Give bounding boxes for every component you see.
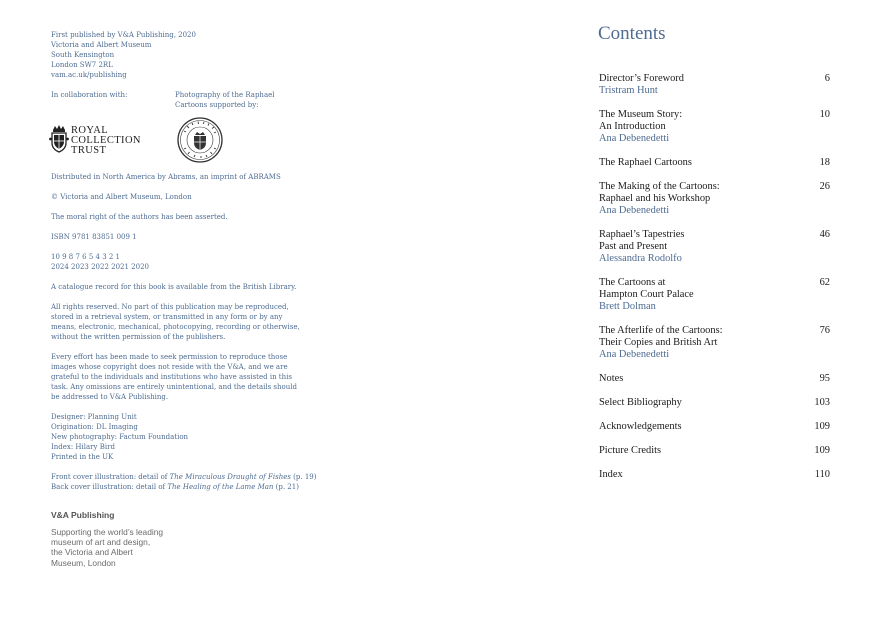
toc-entry[interactable] (599, 157, 830, 169)
credit-page: (p. 19) (290, 473, 317, 481)
toc-entry[interactable] (599, 445, 830, 457)
toc-entry-author: Tristram Hunt (599, 85, 658, 96)
toc-entry-page: 109 (814, 445, 830, 456)
toc-entry-title: Acknowledgements (599, 421, 682, 432)
toc-entry-author: Ana Debenedetti (599, 133, 670, 144)
toc-entry[interactable] (599, 325, 830, 361)
permissions-line: images whose copyright does not reside with the V&A, and we are (51, 363, 288, 371)
toc-entry-title: The Making of the Cartoons: Raphael and his Workshop (599, 181, 720, 204)
isbn: ISBN 9781 83851 009 1 (51, 233, 137, 241)
credit-line: Origination: DL Imaging (51, 423, 138, 431)
va-description-line: Supporting the world’s leading (51, 527, 164, 537)
rights-line: means, electronic, mechanical, photocopying, recording or otherwise, (51, 323, 300, 331)
toc-entry[interactable] (599, 181, 830, 217)
collab-label: In collaboration with: (51, 91, 128, 99)
toc-entry-author: Ana Debenedetti (599, 349, 670, 360)
rights-line: stored in a retrieval system, or transmitted in any form or by any (51, 313, 283, 321)
toc-entry-title: Select Bibliography (599, 397, 682, 408)
toc-entry-page: 110 (814, 469, 830, 480)
toc-entry[interactable] (599, 109, 830, 145)
artwork-title: The Miraculous Draught of Fishes (169, 473, 291, 481)
toc-entry[interactable] (599, 397, 830, 409)
photo-support-line: Photography of the Raphael (175, 91, 275, 99)
contents-heading: Contents (598, 23, 666, 44)
toc-entry-author: Brett Dolman (599, 301, 656, 312)
toc-entry-page: 10 (819, 109, 830, 120)
publisher-line: London SW7 2RL (51, 61, 113, 69)
toc-entry-page: 76 (819, 325, 830, 336)
toc-entry[interactable] (599, 469, 830, 481)
toc-entry-page: 62 (819, 277, 830, 288)
toc-entry[interactable] (599, 277, 830, 313)
toc-entry-page: 26 (819, 181, 830, 192)
permissions-line: grateful to the individuals and institutions who have assisted in this (51, 373, 292, 381)
toc-entry-title: The Raphael Cartoons (599, 157, 692, 168)
toc-entry[interactable] (599, 229, 830, 265)
catalogue-note: A catalogue record for this book is available from the British Library. (51, 283, 297, 291)
toc-entry-title: Director’s Foreword (599, 73, 684, 84)
credit-line: Index: Hilary Bird (51, 443, 115, 451)
permissions-notice (51, 352, 297, 402)
toc-entry-page: 103 (814, 397, 830, 408)
toc-entry[interactable] (599, 373, 830, 385)
permissions-line: Every effort has been made to seek permission to reproduce those (51, 353, 288, 361)
print-years: 2024 2023 2022 2021 2020 (51, 263, 149, 271)
permissions-line: be addressed to V&A Publishing. (51, 393, 169, 401)
moral-right-note: The moral right of the authors has been asserted. (51, 213, 228, 221)
print-numbers: 10 9 8 7 6 5 4 3 2 1 (51, 253, 121, 261)
toc-entry-page: 6 (824, 73, 830, 84)
rights-line: All rights reserved. No part of this publication may be reproduced, (51, 303, 289, 311)
publisher-line: First published by V&A Publishing, 2020 (51, 31, 196, 39)
toc-entry-title: The Afterlife of the Cartoons: Their Copies and British Art (599, 325, 723, 348)
toc-entry-author: Ana Debenedetti (599, 205, 670, 216)
toc-entry-title: Index (599, 469, 623, 480)
publisher-line: Victoria and Albert Museum (51, 41, 152, 49)
toc-entry-page: 95 (819, 373, 830, 384)
toc-entry-title: The Cartoons at Hampton Court Palace (599, 277, 694, 300)
toc-entry-page: 46 (819, 229, 830, 240)
credit-prefix: Back cover illustration: detail of (51, 483, 168, 491)
toc-entry-title: Raphael’s Tapestries Past and Present (599, 229, 685, 252)
copyright-note: © Victoria and Albert Museum, London (51, 193, 192, 201)
va-description-line: the Victoria and Albert (51, 547, 133, 558)
royal-commission-seal-icon (174, 117, 226, 163)
production-credits (51, 412, 188, 462)
artwork-title: The Healing of the Lame Man (167, 483, 274, 491)
rights-line: without the written permission of the publishers. (51, 333, 226, 341)
va-publishing-description (51, 527, 163, 568)
rct-logo-text (71, 126, 141, 156)
va-publishing-title: V&A Publishing (51, 510, 115, 520)
va-description-line: museum of art and design, (51, 537, 151, 548)
toc-entry-title: The Museum Story: An Introduction (599, 109, 683, 132)
distribution-note: Distributed in North America by Abrams, an imprint of ABRAMS (51, 173, 281, 181)
permissions-line: task. Any omissions are entirely unintentional, and the details should (51, 383, 297, 391)
front-cover-credit (51, 472, 316, 482)
rct-logo-line: ROYAL (71, 125, 109, 136)
royal-collection-trust-logo (49, 124, 149, 156)
va-publishing-block (51, 510, 163, 568)
toc-entry-title: Notes (599, 373, 624, 384)
photo-support-label (175, 90, 275, 110)
toc-entry[interactable] (599, 421, 830, 433)
credit-page: (p. 21) (273, 483, 299, 491)
credit-line: Printed in the UK (51, 453, 114, 461)
toc-entry-title: Picture Credits (599, 445, 662, 456)
credit-prefix: Front cover illustration: detail of (51, 473, 170, 481)
back-cover-credit (51, 482, 299, 492)
toc-entry-author: Alessandra Rodolfo (599, 253, 682, 264)
toc-entry-page: 109 (814, 421, 830, 432)
rct-logo-line: TRUST (71, 145, 107, 156)
publisher-line: South Kensington (51, 51, 115, 59)
publisher-url: vam.ac.uk/publishing (51, 71, 127, 79)
toc-entry[interactable] (599, 73, 830, 97)
publisher-info (51, 30, 196, 80)
crown-crest-icon (49, 124, 69, 154)
credit-line: New photography: Factum Foundation (51, 433, 189, 441)
rights-notice (51, 302, 300, 342)
credit-line: Designer: Planning Unit (51, 413, 137, 421)
toc-entry-page: 18 (819, 157, 830, 168)
va-description-line: Museum, London (51, 557, 116, 568)
rct-logo-line: COLLECTION (71, 135, 141, 146)
photo-support-line: Cartoons supported by: (175, 101, 259, 109)
